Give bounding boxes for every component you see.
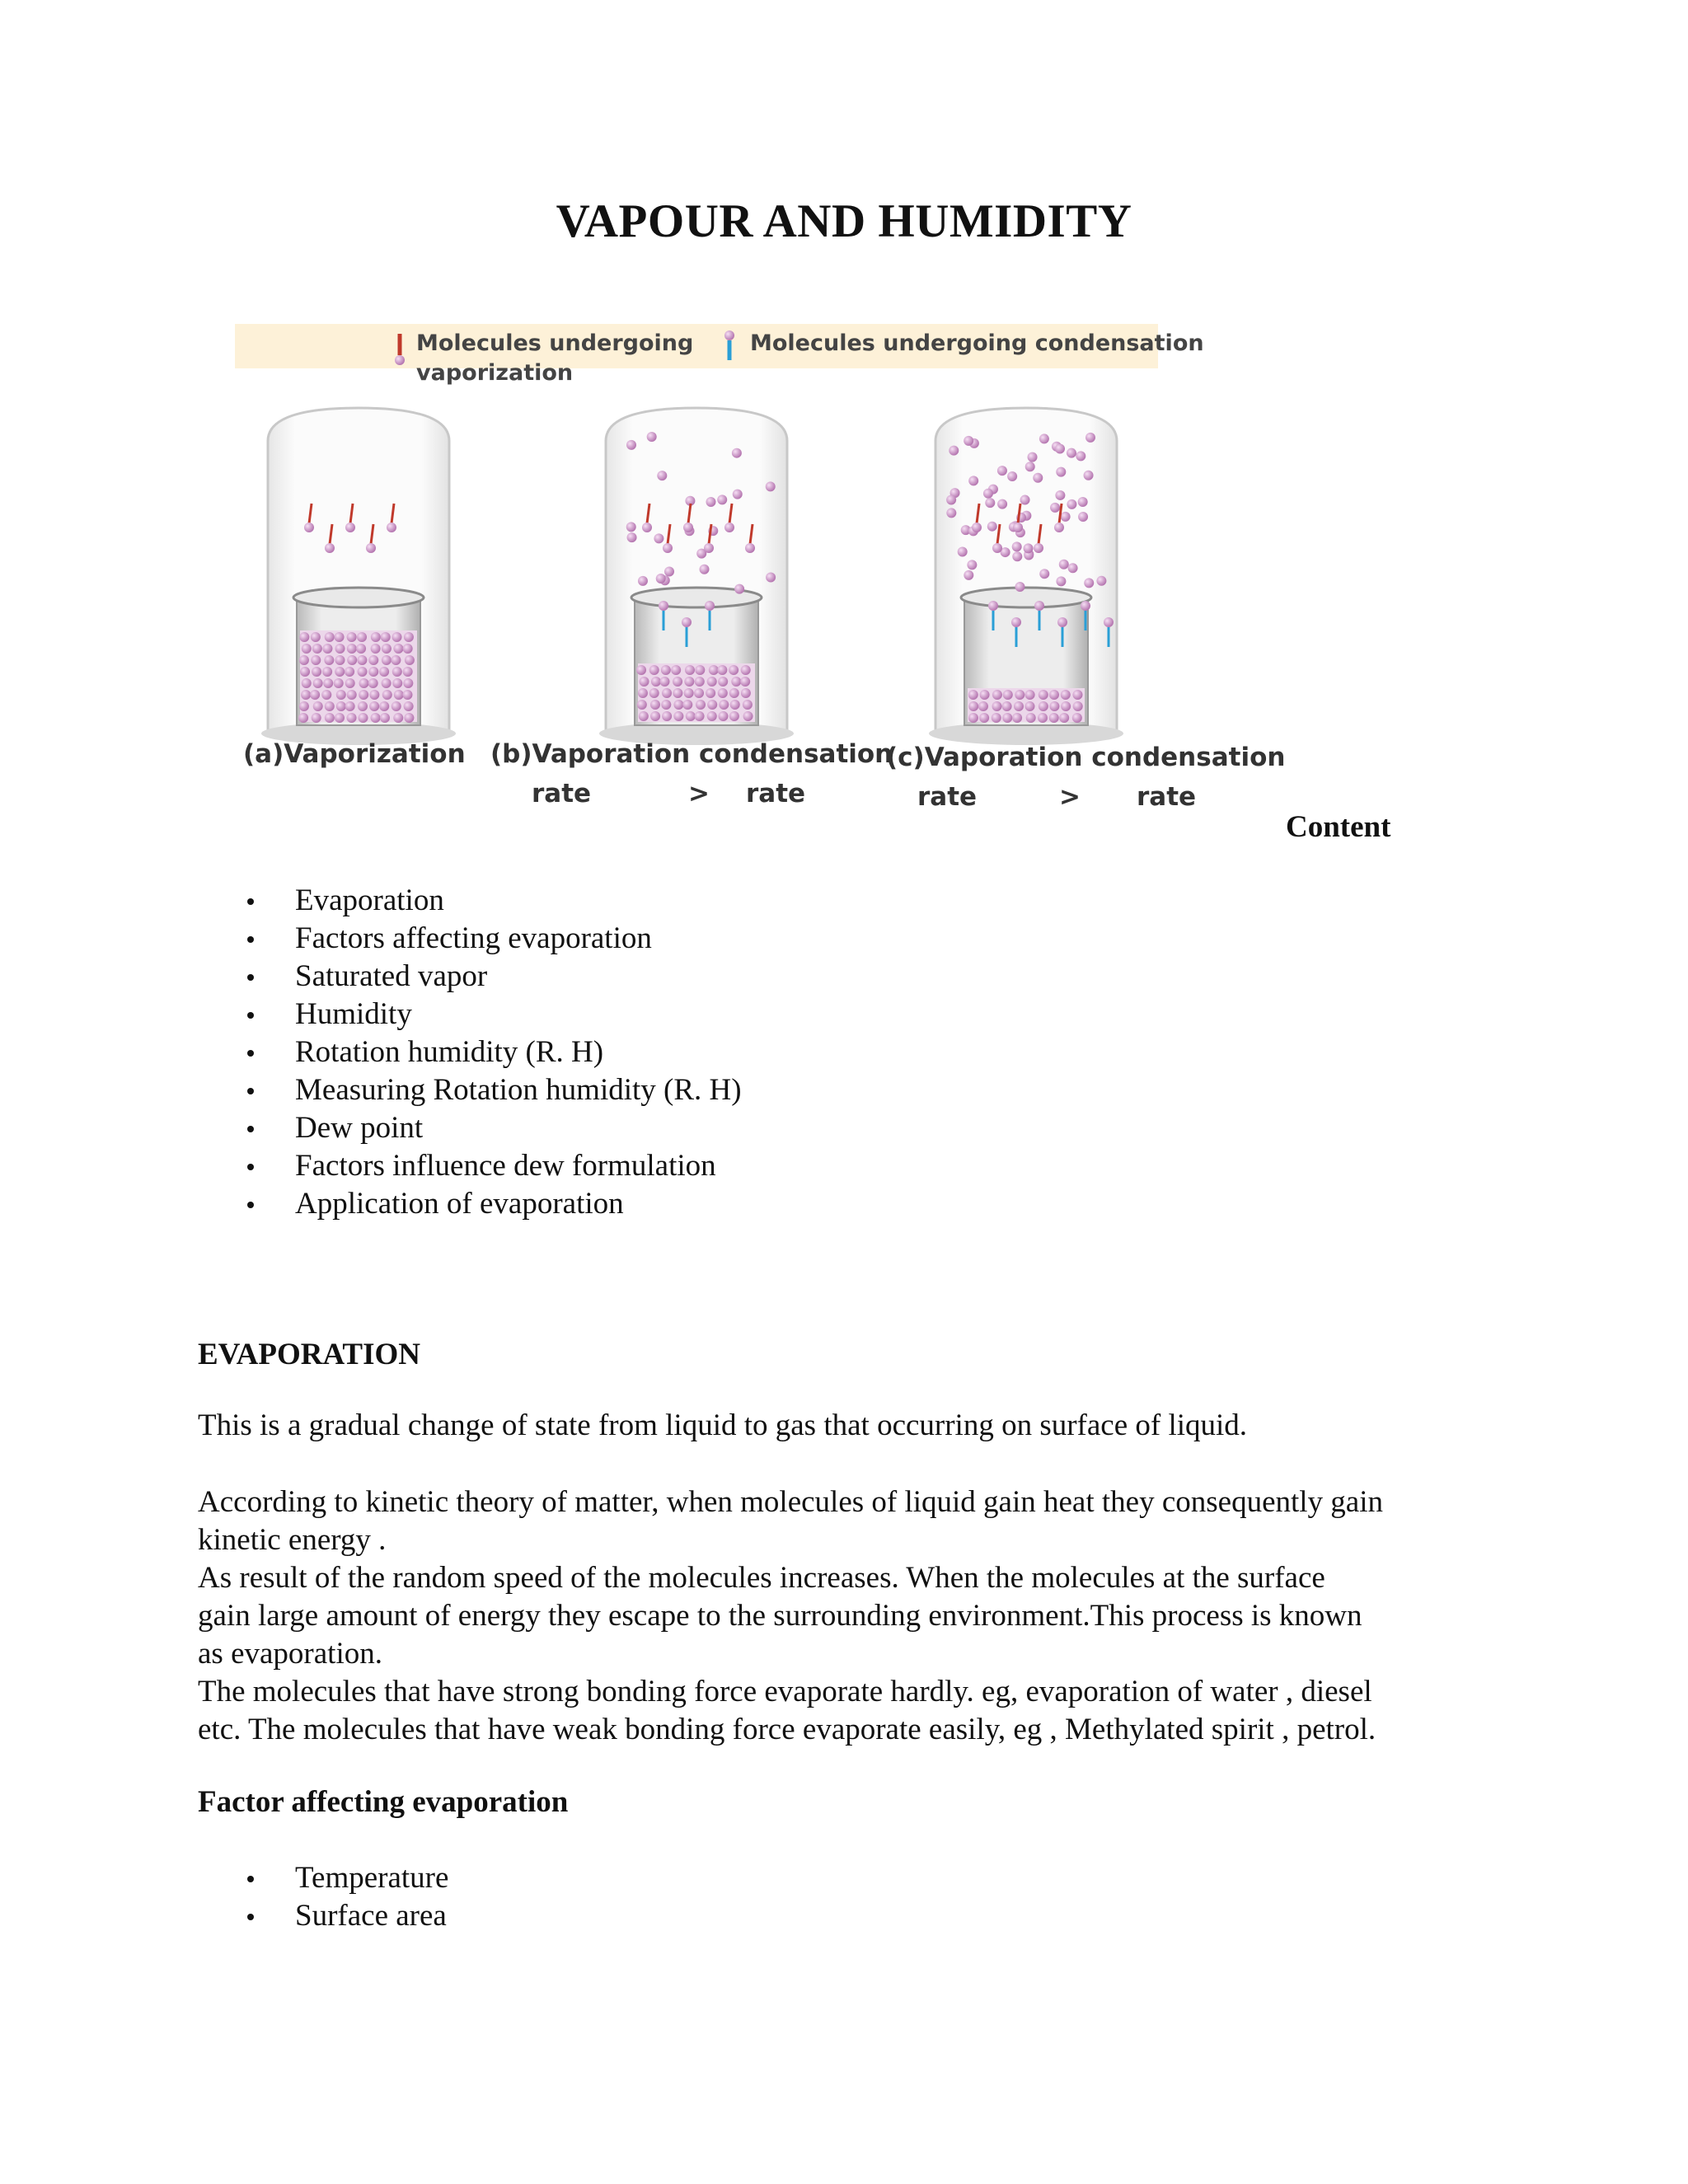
- molecule: [298, 713, 308, 723]
- molecule: [695, 711, 705, 721]
- molecule: [347, 690, 357, 700]
- molecule: [673, 700, 683, 710]
- molecule: [694, 688, 704, 698]
- molecule: [707, 711, 717, 721]
- vapor-molecule: [983, 489, 993, 499]
- molecule: [324, 655, 334, 665]
- molecule: [1061, 701, 1071, 711]
- molecule: [992, 690, 1002, 700]
- vapor-molecule: [1012, 541, 1022, 551]
- vapor-molecule: [1061, 512, 1071, 522]
- molecule: [1015, 690, 1025, 700]
- molecule: [707, 700, 717, 710]
- body-line: etc. The molecules that have weak bonding force evaporate easily, eg , Methylated spirit , petrol.: [198, 1713, 1376, 1746]
- vapor-molecule: [997, 499, 1007, 509]
- molecule: [639, 711, 649, 721]
- molecule: [718, 677, 728, 687]
- legend-vaporization-line2: vaporization: [416, 360, 574, 386]
- molecule: [345, 701, 355, 711]
- molecule: [311, 655, 321, 665]
- molecule: [684, 677, 694, 687]
- molecule: [312, 644, 322, 654]
- evaporation-body: [198, 1483, 1508, 1749]
- molecule: [404, 713, 414, 723]
- molecule: [988, 601, 998, 611]
- molecule: [636, 665, 646, 675]
- caption-c-rate-right: rate: [1137, 782, 1197, 812]
- molecule: [719, 700, 729, 710]
- molecule: [673, 677, 682, 687]
- vapor-molecule: [664, 566, 674, 576]
- molecule: [402, 690, 412, 700]
- molecule: [1081, 601, 1090, 611]
- vapor-molecule: [987, 522, 997, 532]
- molecule: [686, 711, 696, 721]
- molecule: [682, 617, 692, 627]
- vapor-molecule: [1059, 560, 1069, 569]
- molecule: [968, 701, 978, 711]
- molecule: [724, 523, 734, 532]
- molecule: [403, 678, 413, 688]
- vapor-molecule: [1020, 495, 1030, 505]
- molecule: [403, 667, 413, 677]
- factors-list: [247, 1859, 448, 1935]
- molecule: [978, 701, 988, 711]
- molecule: [404, 632, 414, 642]
- molecule: [729, 711, 739, 721]
- molecule: [366, 543, 376, 553]
- contents-list: [247, 882, 742, 1223]
- molecule: [302, 644, 312, 654]
- molecule: [1034, 601, 1044, 611]
- vapor-molecule: [964, 436, 973, 446]
- molecule: [704, 543, 714, 553]
- molecule: [1054, 523, 1064, 532]
- legend-condensation: Molecules undergoing condensation: [750, 330, 1204, 356]
- vapor-molecule: [1084, 578, 1094, 588]
- molecule: [379, 667, 389, 677]
- molecule: [382, 690, 392, 700]
- evaporation-heading: EVAPORATION: [198, 1338, 421, 1371]
- molecule: [392, 701, 401, 711]
- molecule: [347, 713, 357, 723]
- vapor-molecule: [1076, 451, 1085, 461]
- vapor-molecule: [1050, 503, 1060, 513]
- caption-c-symbol: >: [1059, 782, 1081, 812]
- vapor-molecule: [967, 560, 977, 569]
- molecule: [1025, 701, 1034, 711]
- list-item: Saturated vapor: [247, 958, 742, 996]
- vapor-molecule: [946, 508, 956, 518]
- molecule: [1038, 713, 1048, 723]
- molecule: [659, 677, 669, 687]
- page-title: VAPOUR AND HUMIDITY: [556, 195, 1132, 247]
- molecule: [695, 677, 705, 687]
- molecule: [359, 690, 368, 700]
- molecule: [323, 678, 333, 688]
- molecule: [1057, 617, 1067, 627]
- molecule: [637, 700, 647, 710]
- molecule: [394, 690, 404, 700]
- caption-b-rate-left: rate: [532, 779, 592, 808]
- caption-a: (a)Vaporization: [243, 739, 466, 769]
- content-label: Content: [1286, 810, 1391, 844]
- molecule: [301, 690, 311, 700]
- molecule: [357, 655, 367, 665]
- molecule: [642, 523, 652, 532]
- molecule: [639, 677, 649, 687]
- molecule: [706, 688, 715, 698]
- molecule: [369, 701, 379, 711]
- molecule: [1049, 690, 1059, 700]
- vapor-molecule: [626, 522, 636, 532]
- molecule: [1013, 523, 1023, 532]
- molecule: [661, 700, 671, 710]
- vapor-molecule: [732, 448, 742, 458]
- vapor-molecule: [1012, 551, 1022, 561]
- molecule: [347, 632, 357, 642]
- molecule: [650, 711, 660, 721]
- molecule: [968, 690, 978, 700]
- vapor-molecule: [699, 565, 709, 574]
- molecule: [741, 665, 751, 675]
- molecule: [1039, 690, 1048, 700]
- beaker-rim: [293, 588, 424, 607]
- molecule: [683, 523, 693, 532]
- list-item: Rotation humidity (R. H): [247, 1033, 742, 1071]
- evaporation-definition: This is a gradual change of state from liquid to gas that occurring on surface of liquid.: [198, 1408, 1248, 1442]
- molecule: [650, 700, 660, 710]
- vapor-molecule: [656, 574, 666, 583]
- molecule: [729, 688, 739, 698]
- molecule: [359, 678, 369, 688]
- molecule: [336, 701, 346, 711]
- vapor-molecule: [717, 494, 727, 504]
- molecule: [313, 678, 323, 688]
- caption-b-rate-right: rate: [746, 779, 806, 808]
- molecule: [312, 667, 321, 677]
- molecule: [403, 644, 413, 654]
- molecule: [356, 644, 366, 654]
- molecule: [311, 632, 321, 642]
- molecule: [347, 655, 357, 665]
- molecule: [1072, 713, 1082, 723]
- vapor-molecule: [1078, 512, 1088, 522]
- molecule: [379, 701, 389, 711]
- molecule: [649, 665, 659, 675]
- molecule: [730, 700, 740, 710]
- molecule: [299, 701, 309, 711]
- molecule: [392, 632, 402, 642]
- body-line: According to kinetic theory of matter, when molecules of liquid gain heat they consequently gain: [198, 1485, 1384, 1519]
- caption-b-symbol: >: [688, 779, 710, 808]
- molecule: [1049, 701, 1059, 711]
- list-item: Measuring Rotation humidity (R. H): [247, 1071, 742, 1109]
- molecule: [335, 713, 345, 723]
- molecule: [743, 711, 753, 721]
- molecule: [649, 688, 659, 698]
- vapor-molecule: [654, 533, 663, 543]
- molecule: [325, 701, 335, 711]
- molecule: [651, 677, 661, 687]
- molecule: [1002, 713, 1012, 723]
- molecule: [310, 690, 320, 700]
- molecule: [663, 543, 673, 553]
- vapor-molecule: [946, 494, 956, 504]
- molecule: [391, 655, 401, 665]
- molecule: [1049, 713, 1059, 723]
- list-item: Evaporation: [247, 882, 742, 920]
- molecule: [685, 665, 695, 675]
- molecule: [659, 601, 668, 611]
- molecule: [322, 667, 332, 677]
- molecule: [638, 688, 648, 698]
- molecule: [972, 523, 982, 532]
- molecule: [968, 713, 978, 723]
- bell-jars: [261, 408, 1123, 745]
- molecule: [1034, 543, 1043, 553]
- vapor-molecule: [1033, 473, 1043, 483]
- vapor-molecule: [657, 471, 667, 480]
- molecule: [336, 690, 346, 700]
- vapor-molecule: [958, 546, 968, 556]
- vapor-molecule: [968, 476, 978, 485]
- molecule: [347, 644, 357, 654]
- molecule: [707, 677, 717, 687]
- molecule: [661, 665, 671, 675]
- molecule: [1026, 713, 1036, 723]
- molecule: [1014, 701, 1024, 711]
- molecule: [695, 665, 705, 675]
- molecule: [1072, 690, 1082, 700]
- molecule: [662, 688, 672, 698]
- vapor-molecule: [985, 498, 995, 508]
- molecule: [335, 632, 345, 642]
- molecule: [368, 667, 378, 677]
- molecule: [345, 667, 354, 677]
- vapor-molecule: [1084, 471, 1094, 480]
- caption-c: (c)Vaporation condensation: [886, 743, 1286, 772]
- molecule: [696, 700, 706, 710]
- body-line: kinetic energy .: [198, 1523, 387, 1557]
- molecule: [381, 632, 391, 642]
- molecule: [371, 644, 381, 654]
- vapor-molecule: [949, 446, 959, 456]
- molecule: [387, 523, 396, 532]
- vapor-molecule: [1039, 434, 1049, 443]
- vapor-molecule: [1055, 443, 1065, 453]
- molecule: [325, 632, 335, 642]
- molecule: [743, 700, 753, 710]
- molecule: [300, 667, 310, 677]
- vapor-molecule: [626, 440, 636, 450]
- molecule: [671, 665, 681, 675]
- molecule: [359, 713, 368, 723]
- vapor-molecule: [1067, 448, 1076, 458]
- molecule: [299, 632, 309, 642]
- molecule: [312, 713, 321, 723]
- vapor-molecule: [1096, 576, 1106, 586]
- molecule: [1039, 701, 1048, 711]
- molecule: [345, 678, 355, 688]
- vapor-molecule: [997, 466, 1007, 476]
- molecule: [405, 655, 415, 665]
- molecule: [358, 701, 368, 711]
- molecule: [335, 655, 345, 665]
- body-line: as evaporation.: [198, 1637, 382, 1671]
- molecule: [321, 690, 331, 700]
- molecule: [662, 711, 672, 721]
- beaker-rim: [961, 588, 1091, 607]
- molecule: [369, 690, 379, 700]
- list-item: Temperature: [247, 1859, 448, 1897]
- molecule: [1025, 690, 1035, 700]
- molecule: [304, 523, 314, 532]
- molecule: [325, 543, 335, 553]
- vaporization-condensation-figure: [235, 317, 1298, 820]
- vapor-molecule: [1068, 563, 1078, 573]
- vapor-molecule: [647, 432, 657, 442]
- list-item: Surface area: [247, 1897, 448, 1935]
- molecule: [393, 713, 403, 723]
- molecule: [745, 543, 755, 553]
- list-item: Factors influence dew formulation: [247, 1147, 742, 1185]
- molecule: [382, 644, 392, 654]
- vapor-molecule: [1025, 462, 1035, 471]
- molecule: [1012, 713, 1022, 723]
- molecule: [992, 713, 1001, 723]
- molecule: [718, 711, 728, 721]
- molecule: [979, 713, 989, 723]
- molecule: [741, 688, 751, 698]
- molecule: [682, 700, 692, 710]
- molecule: [368, 678, 378, 688]
- molecule: [718, 688, 728, 698]
- vapor-molecule: [627, 532, 637, 542]
- molecule: [1104, 617, 1114, 627]
- vapor-molecule: [1055, 490, 1065, 500]
- vapor-molecule: [1015, 582, 1025, 592]
- molecule: [334, 678, 344, 688]
- list-item: Application of evaporation: [247, 1185, 742, 1223]
- molecule: [380, 713, 390, 723]
- molecule: [371, 713, 381, 723]
- molecule: [382, 678, 392, 688]
- molecule: [980, 690, 990, 700]
- molecule: [717, 665, 727, 675]
- vapor-molecule: [733, 490, 743, 499]
- molecule: [705, 601, 715, 611]
- vapor-molecule: [1078, 497, 1088, 507]
- caption-c-rate-left: rate: [917, 782, 978, 812]
- molecule: [1003, 690, 1013, 700]
- vapor-molecule: [1007, 471, 1017, 481]
- molecule: [1011, 617, 1021, 627]
- vapor-molecule: [734, 584, 744, 594]
- list-item: Humidity: [247, 996, 742, 1033]
- figure-drawing: [235, 317, 1298, 820]
- molecule: [684, 688, 694, 698]
- molecule: [731, 677, 741, 687]
- vapor-molecule: [638, 576, 648, 586]
- molecule: [335, 644, 345, 654]
- molecule: [1061, 690, 1071, 700]
- vapor-molecule: [1067, 499, 1076, 509]
- list-item: Dew point: [247, 1109, 742, 1147]
- molecule: [740, 677, 750, 687]
- vapor-molecule: [1024, 543, 1034, 553]
- molecule: [345, 523, 355, 532]
- list-item: Factors affecting evaporation: [247, 920, 742, 958]
- molecule: [992, 701, 1001, 711]
- molecule: [325, 713, 335, 723]
- molecule: [709, 665, 719, 675]
- molecule: [392, 667, 402, 677]
- molecule: [299, 655, 309, 665]
- body-line: As result of the random speed of the molecules increases. When the molecules at the surface: [198, 1561, 1325, 1595]
- caption-b: (b)Vaporation condensation: [490, 739, 893, 769]
- molecule: [992, 543, 1002, 553]
- vapor-molecule: [1056, 467, 1066, 477]
- molecule: [358, 667, 368, 677]
- molecule: [313, 701, 323, 711]
- vapor-molecule: [766, 481, 776, 491]
- molecule: [382, 655, 392, 665]
- molecule: [371, 632, 381, 642]
- vapor-molecule: [1056, 576, 1066, 586]
- molecule: [1073, 701, 1083, 711]
- molecule: [322, 644, 332, 654]
- molecule: [673, 711, 683, 721]
- legend-vaporization: Molecules undergoing: [416, 330, 694, 356]
- molecule: [335, 667, 345, 677]
- molecule: [404, 701, 414, 711]
- vapor-molecule: [1085, 433, 1095, 443]
- vapor-molecule: [766, 573, 776, 583]
- body-line: gain large amount of energy they escape to the surrounding environment.This process is known: [198, 1599, 1362, 1633]
- molecule: [1002, 701, 1012, 711]
- molecule: [302, 678, 312, 688]
- vapor-molecule: [1028, 452, 1038, 462]
- body-line: The molecules that have strong bonding force evaporate hardly. eg, evaporation of water , diesel: [198, 1675, 1372, 1708]
- molecule: [673, 688, 682, 698]
- factors-heading: Factor affecting evaporation: [198, 1785, 569, 1819]
- molecule: [729, 665, 738, 675]
- vapor-molecule: [1039, 569, 1049, 579]
- molecule: [368, 655, 378, 665]
- molecule: [392, 678, 402, 688]
- vapor-molecule: [706, 497, 715, 507]
- molecule: [393, 644, 403, 654]
- molecule: [1059, 713, 1069, 723]
- molecule: [357, 632, 367, 642]
- vapor-molecule: [964, 570, 973, 580]
